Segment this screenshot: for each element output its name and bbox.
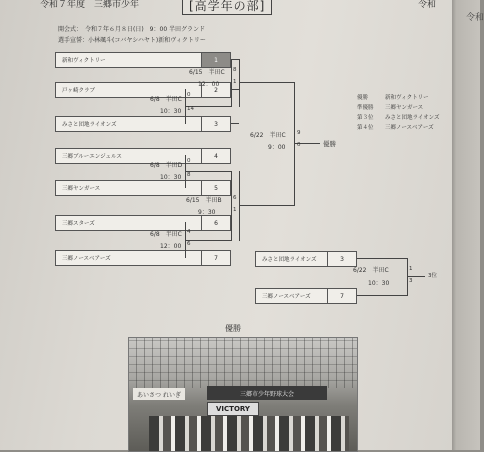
team-box xyxy=(55,250,231,266)
game-date-field: 6/15 半田B xyxy=(186,197,222,204)
game-time: 12：00 xyxy=(198,81,220,88)
game-date-field: 6/8 半田C xyxy=(150,96,182,103)
page-header-left: 令和７年度 三郷市少年 xyxy=(40,0,140,10)
score: 3 xyxy=(409,278,413,284)
result-row: 優勝 新和ヴィクトリー xyxy=(357,95,429,101)
backstop-net xyxy=(129,338,357,388)
game-time: 10：30 xyxy=(160,174,182,181)
game-time: 10：30 xyxy=(160,108,182,115)
team-name: 戸ヶ崎クラブ xyxy=(62,88,96,94)
team-box xyxy=(55,148,231,164)
team-name: 三郷ノースベアーズ xyxy=(262,294,311,300)
score: 8 xyxy=(233,67,237,73)
team-name: 新和ヴィクトリー xyxy=(62,58,106,64)
game-time: 9：00 xyxy=(268,144,286,151)
team-seed: 5 xyxy=(201,181,230,195)
team-photo xyxy=(128,337,358,452)
team-seed: 3 xyxy=(327,252,356,266)
team-box xyxy=(55,116,231,132)
result-row: 準優勝 三郷ヤンガース xyxy=(357,105,424,111)
score: 0 xyxy=(297,142,301,148)
team-name: みさと団地ライオンズ xyxy=(262,257,317,263)
page-title: [高学年の部] xyxy=(182,0,272,15)
photo-flag: VICTORY xyxy=(207,402,259,416)
team-box xyxy=(255,251,357,267)
score: 0 xyxy=(187,158,191,164)
game-date-field: 6/22 半田C xyxy=(353,267,389,274)
adjacent-page-header: 令和 xyxy=(466,13,484,23)
score: 0 xyxy=(187,92,191,98)
game-date-field: 6/22 半田C xyxy=(250,132,286,139)
team-box xyxy=(255,288,357,304)
team-seed: 7 xyxy=(201,251,230,265)
opening-ceremony-info: 開会式： 令和７年６月８日(日) 9：00 半田グランド xyxy=(58,26,206,33)
team-seed: 1 xyxy=(201,53,230,67)
game-time: 12：00 xyxy=(160,243,182,250)
game-date-field: 6/8 半田C xyxy=(150,231,182,238)
players-group xyxy=(149,416,349,451)
team-seed: 3 xyxy=(201,117,230,131)
game-date-field: 6/8 半田D xyxy=(150,162,183,169)
team-box xyxy=(55,215,231,231)
page-header-right: 令和 xyxy=(418,0,437,10)
team-name: 三郷ブルーエンジェルス xyxy=(62,154,122,160)
score: 4 xyxy=(187,229,191,235)
score: 14 xyxy=(187,106,194,112)
photo-caption: 優勝 xyxy=(225,324,241,333)
score: 6 xyxy=(233,195,237,201)
score: 8 xyxy=(187,172,191,178)
team-name: 三郷ノースベアーズ xyxy=(62,256,111,262)
team-seed: 4 xyxy=(201,149,230,163)
game-time: 9：30 xyxy=(198,209,216,216)
team-seed: 2 xyxy=(201,83,230,97)
score: 6 xyxy=(187,241,191,247)
team-seed: 6 xyxy=(201,216,230,230)
oath-info: 選手宣誓：小林颯斗(コバヤシハヤト)新和ヴィクトリー xyxy=(58,37,206,44)
team-box xyxy=(55,52,231,68)
team-name: 三郷スターズ xyxy=(62,221,95,227)
photo-sign: あいさつ れいぎ xyxy=(133,388,185,400)
score: 1 xyxy=(233,207,237,213)
team-name: みさと団地ライオンズ xyxy=(62,122,117,128)
game-date-field: 6/15 半田C xyxy=(189,69,225,76)
score: 1 xyxy=(409,266,413,272)
team-name: 三郷ヤンガース xyxy=(62,186,101,192)
team-box xyxy=(55,180,231,196)
final-champion-label: 優勝 xyxy=(323,140,336,148)
result-row: 第３位 みさと団地ライオンズ xyxy=(357,115,440,121)
photo-banner: 三郷市少年野球大会 xyxy=(207,386,327,400)
third-place-label: 3位 xyxy=(428,273,437,279)
game-time: 10：30 xyxy=(368,280,390,287)
score: 9 xyxy=(297,130,301,136)
team-seed: 7 xyxy=(327,289,356,303)
score: 1 xyxy=(233,79,237,85)
result-row: 第４位 三郷ノースベアーズ xyxy=(357,125,434,131)
